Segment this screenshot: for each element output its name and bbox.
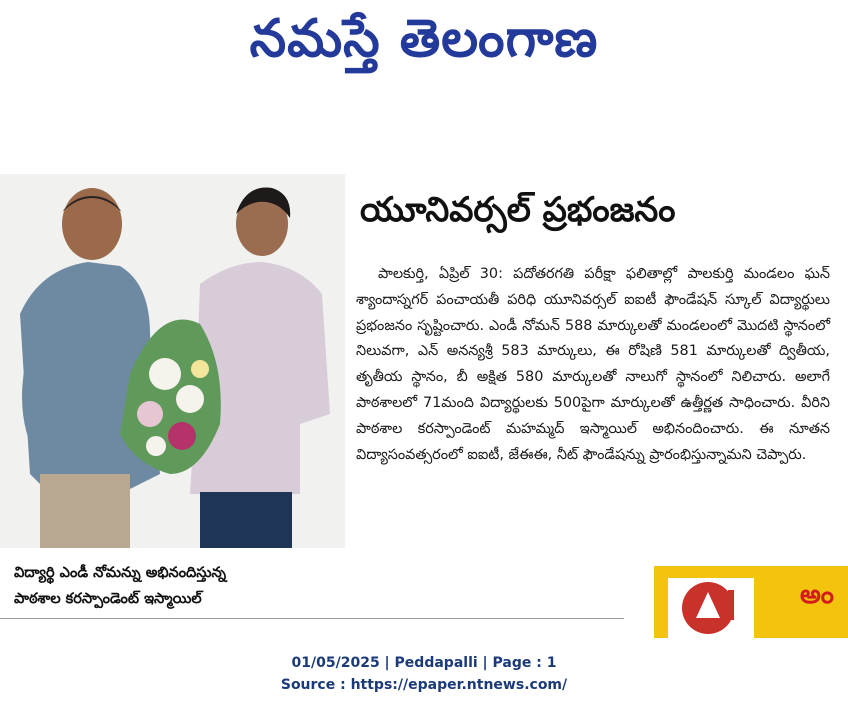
newspaper-logo: నమస్తే తెలంగాణ [249,9,599,69]
section-divider [0,618,624,619]
ad-logo [668,578,754,638]
caption-line: విద్యార్థి ఎండీ నోమన్ను అభినందిస్తున్న [14,565,226,581]
photo-man-head [62,188,122,260]
caption-line: పాఠశాల కరస్పాండెంట్ ఇస్మాయిల్ [14,591,202,607]
footer-edition-info: 01/05/2025 | Peddapalli | Page : 1 [291,655,557,671]
article-photo [0,174,345,548]
masthead [0,0,848,80]
article-headline: యూనివర్సల్ ప్రభంజనం [360,190,676,230]
article-body: పాలకుర్తి, ఏప్రిల్ 30: పదోతరగతి పరీక్షా ఫలితాల్లో పాలకుర్తి మండలం ఘన్ శ్యాందాస్నగర్ పంచాయతీ పరిధి యూనివర్సల్ ఐఐటీ ఫౌండేషన్ స్కూల్ విద్యార్థులు ప్రభంజనం సృష్టించారు. ఎండీ నోమన్ 588 మార్కులతో మండలంలో మొదటి స్థానంలో నిలువగా, ఎన్ అనన్యశ్రీ 583 మార్కులు, ఈ రోషిణి 581 మార్కులతో ద్వితీయ, తృతీయ స్థానం, బీ అక్షిత 580 మార్కులతో నాలుగో స్థానంలో నిలిచారు. అలాగే పాఠశాలలో 71మంది విద్యార్థులకు 500పైగా మార్కులతో ఉత్తీర్ణత సాధించారు. వీరిని పాఠశాల కరస్పాండెంట్ మహమ్మద్ ఇస్మాయిల్ అభినందించారు. ఈ నూతన విద్యాసంవత్సరంలో ఐఐటీ, జేఈఈ, నీట్ ఫౌండేషన్ను ప్రారంభిస్తున్నామని చెప్పారు. [356,266,830,463]
photo-caption [14,560,344,612]
ad-headline: అం [800,580,834,610]
page-footer [0,652,848,696]
advertisement [654,566,848,638]
footer-source-link[interactable]: Source : https://epaper.ntnews.com/ [280,677,568,693]
